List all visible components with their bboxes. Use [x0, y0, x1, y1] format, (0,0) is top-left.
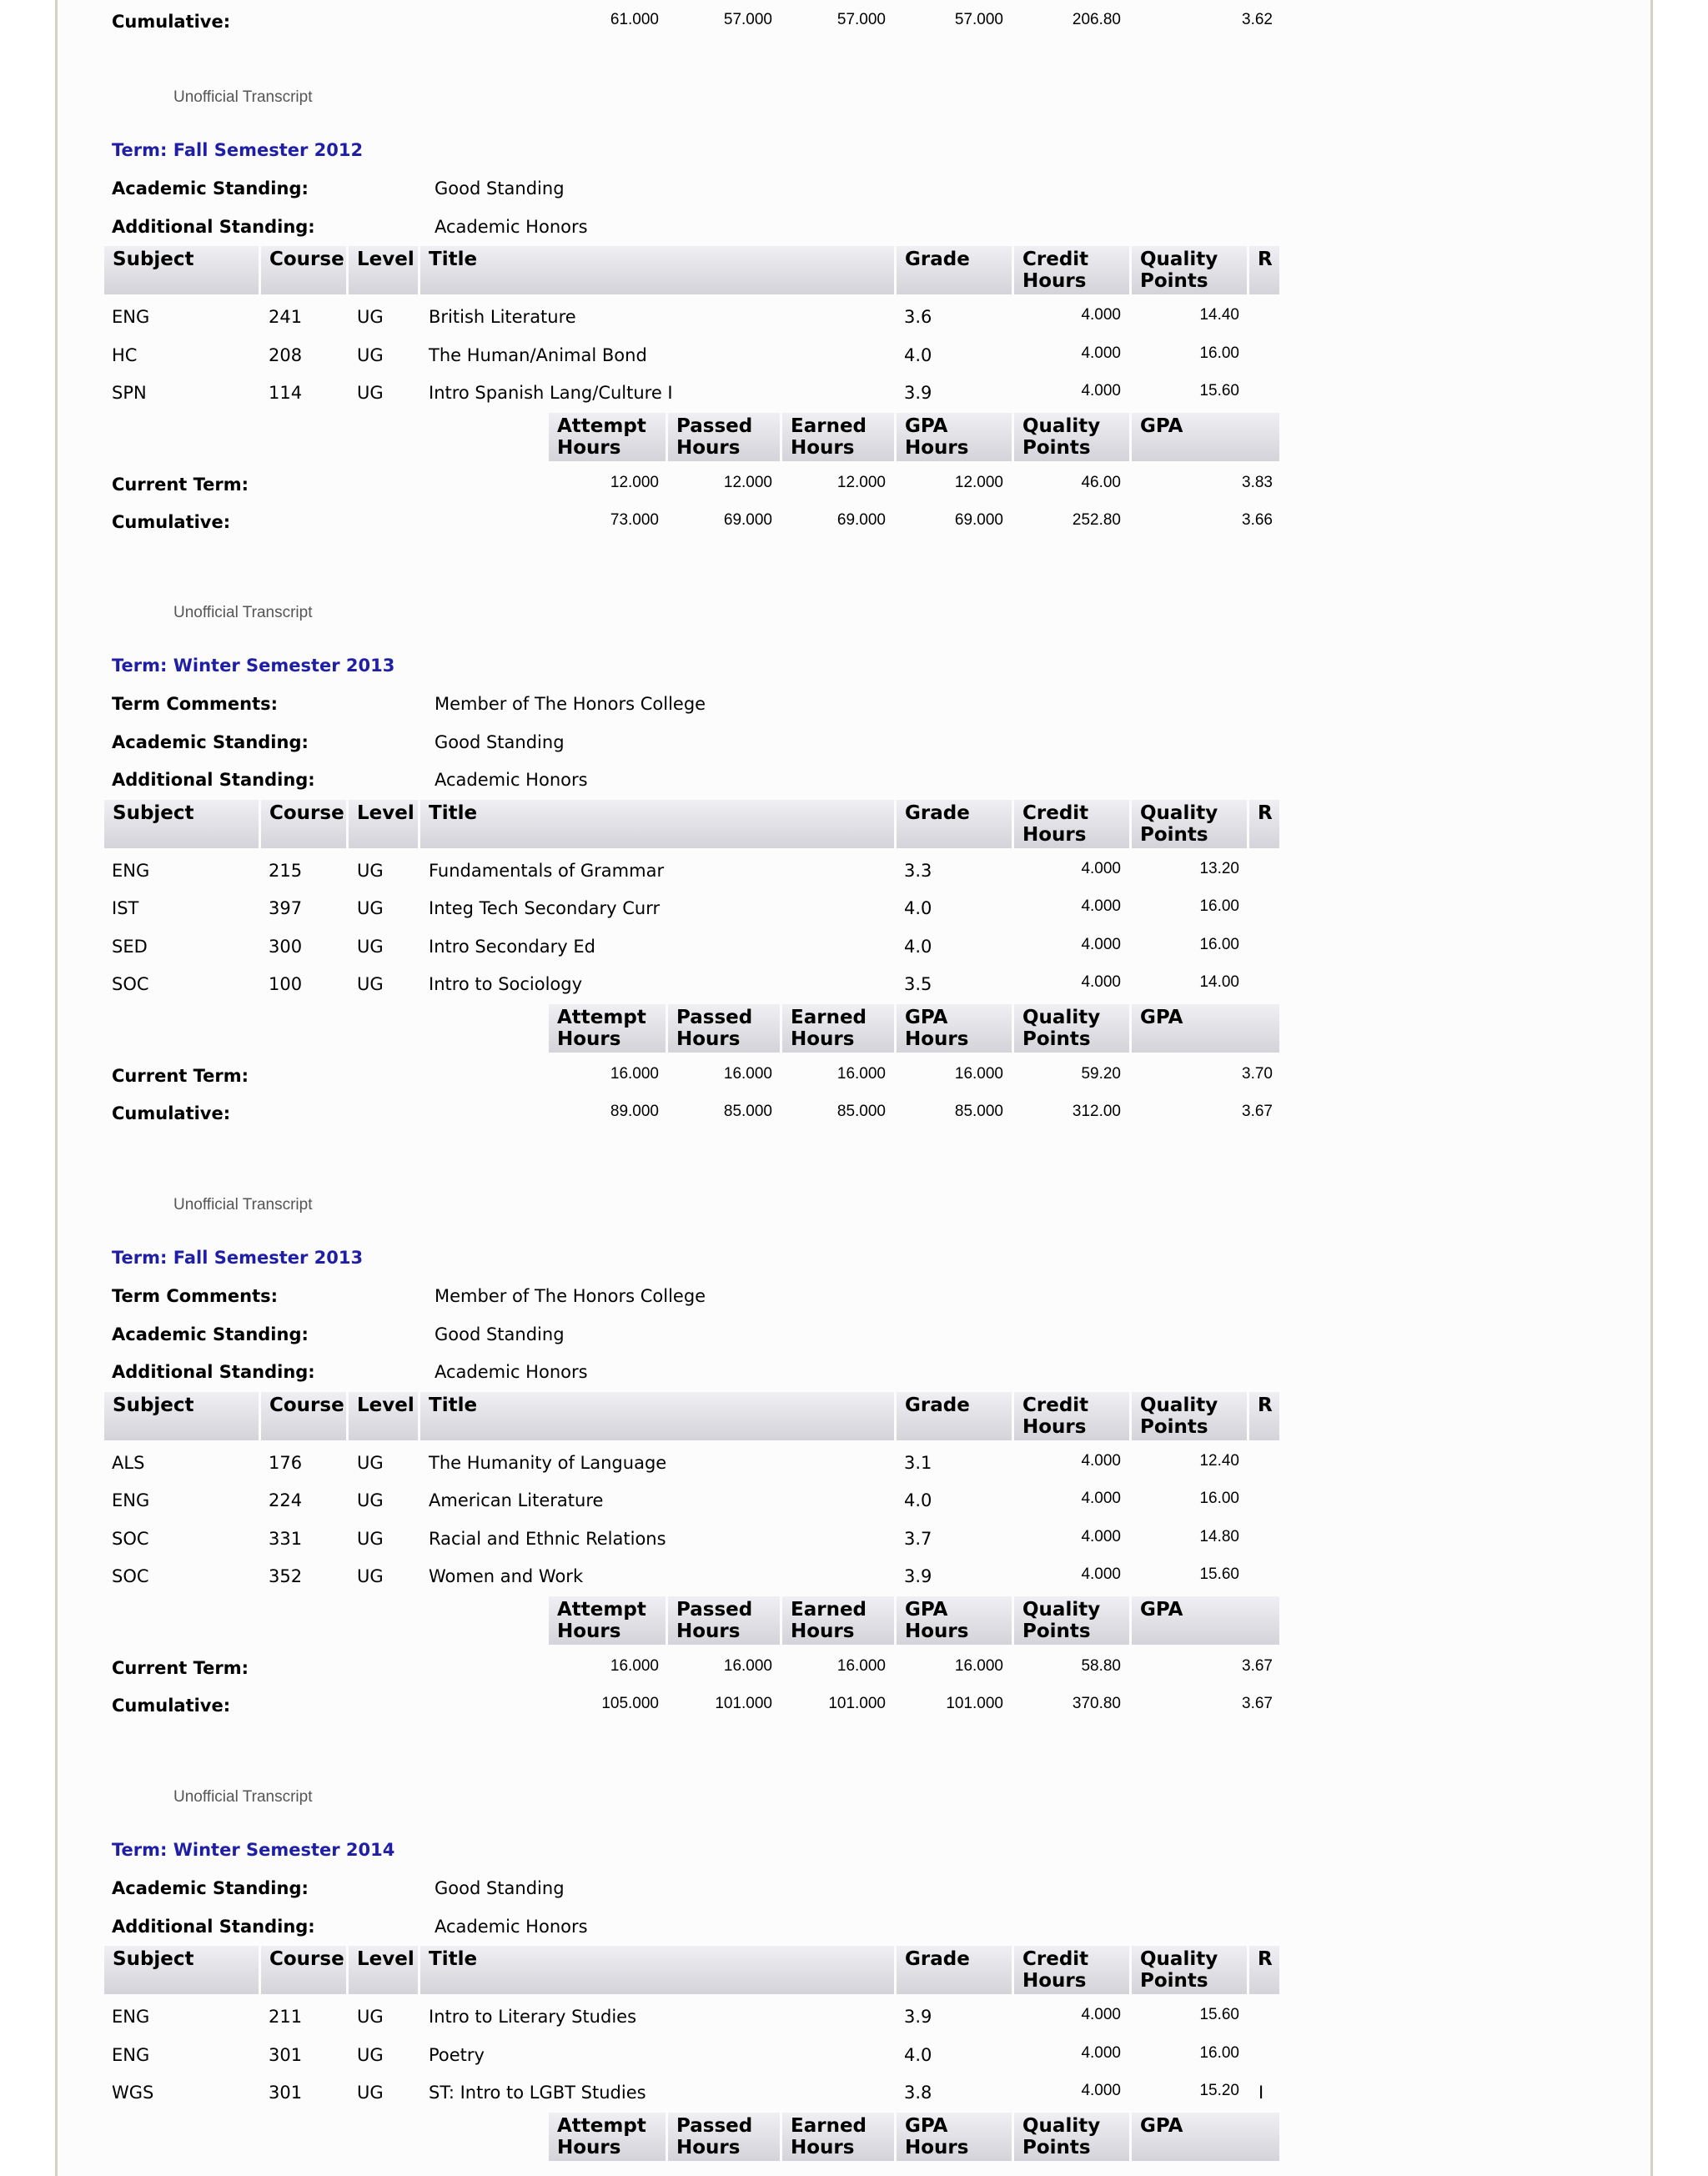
course-subject: ENG — [112, 1490, 150, 1510]
course-grade: 4.0 — [904, 1490, 932, 1510]
course-level: UG — [357, 307, 384, 327]
course-subject: ENG — [112, 2044, 150, 2065]
course-level: UG — [357, 2044, 384, 2065]
course-header-cell: R — [1249, 1392, 1279, 1440]
course-quality-points: 16.00 — [1199, 1490, 1239, 1507]
field-value: Academic Honors — [435, 216, 588, 237]
course-credit-hours: 4.000 — [1081, 859, 1121, 877]
term-title: Term: Winter Semester 2013 — [112, 656, 395, 676]
summary-header-cell: Passed Hours — [668, 2113, 780, 2161]
top-cumulative-value: 57.000 — [723, 11, 772, 28]
course-header-cell: Grade — [897, 246, 1012, 294]
course-grade: 4.0 — [904, 898, 932, 918]
course-credit-hours: 4.000 — [1081, 935, 1121, 953]
course-grade: 3.6 — [904, 307, 932, 327]
course-header-cell: Course — [261, 246, 346, 294]
course-level: UG — [357, 1452, 384, 1473]
course-course: 300 — [269, 936, 303, 957]
course-title: Intro to Sociology — [429, 974, 583, 994]
field-label: Academic Standing: — [112, 731, 309, 752]
current-term-value: 16.000 — [954, 1656, 1003, 1675]
summary-header-cell: Quality Points — [1014, 1596, 1129, 1645]
course-quality-points: 16.00 — [1199, 897, 1239, 915]
course-grade: 3.7 — [904, 1528, 932, 1549]
course-level: UG — [357, 344, 384, 365]
course-credit-hours: 4.000 — [1081, 306, 1121, 324]
field-label: Academic Standing: — [112, 178, 309, 199]
course-level: UG — [357, 936, 384, 957]
course-subject: WGS — [112, 2083, 154, 2103]
course-level: UG — [357, 1490, 384, 1510]
current-term-value: 59.20 — [1081, 1064, 1121, 1083]
course-level: UG — [357, 1566, 384, 1586]
course-header-cell: Title — [420, 246, 894, 294]
field-value: Good Standing — [435, 178, 565, 199]
unofficial-transcript-note: Unofficial Transcript — [173, 1196, 313, 1214]
summary-header-cell: GPA Hours — [897, 2113, 1012, 2161]
current-term-value: 12.000 — [610, 473, 659, 491]
cumulative-value: 3.67 — [1242, 1695, 1273, 1712]
course-grade: 3.3 — [904, 860, 932, 881]
course-header-cell: Course — [261, 1392, 346, 1440]
course-header-cell: Level — [349, 246, 418, 294]
course-header-cell: Credit Hours — [1014, 800, 1129, 848]
course-header-cell: Quality Points — [1132, 1946, 1247, 1994]
course-header-cell: Course — [261, 1946, 346, 1994]
course-credit-hours: 4.000 — [1081, 382, 1121, 400]
current-term-value: 58.80 — [1081, 1656, 1121, 1675]
summary-header-cell: GPA — [1132, 1596, 1279, 1645]
course-level: UG — [357, 860, 384, 881]
course-quality-points: 16.00 — [1199, 344, 1239, 362]
summary-header-cell: Passed Hours — [668, 413, 780, 461]
field-value: Member of The Honors College — [435, 694, 706, 714]
current-term-value: 3.70 — [1242, 1064, 1273, 1083]
course-header-cell: Grade — [897, 1392, 1012, 1440]
summary-header-cell: GPA — [1132, 1004, 1279, 1053]
course-header-cell: Title — [420, 800, 894, 848]
field-value: Academic Honors — [435, 1362, 588, 1382]
cumulative-value: 101.000 — [946, 1695, 1003, 1712]
field-label: Additional Standing: — [112, 770, 315, 790]
current-term-value: 16.000 — [836, 1064, 886, 1083]
course-title: Intro to Literary Studies — [429, 2007, 637, 2027]
course-quality-points: 14.40 — [1199, 306, 1239, 324]
course-credit-hours: 4.000 — [1081, 2082, 1121, 2099]
course-credit-hours: 4.000 — [1081, 1451, 1121, 1470]
current-term-value: 12.000 — [836, 473, 886, 491]
course-course: 176 — [269, 1452, 303, 1473]
course-grade: 3.5 — [904, 974, 932, 994]
course-grade: 4.0 — [904, 936, 932, 957]
course-header-cell: Level — [349, 1946, 418, 1994]
summary-header-cell: GPA — [1132, 413, 1279, 461]
field-value: Member of The Honors College — [435, 1286, 706, 1306]
course-course: 352 — [269, 1566, 303, 1586]
course-header-cell: Title — [420, 1946, 894, 1994]
course-header-cell: Credit Hours — [1014, 1392, 1129, 1440]
course-grade: 3.8 — [904, 2083, 932, 2103]
current-term-value: 16.000 — [610, 1064, 659, 1083]
summary-header-cell: Passed Hours — [668, 1004, 780, 1053]
course-credit-hours: 4.000 — [1081, 973, 1121, 991]
course-header-cell: Quality Points — [1132, 1392, 1247, 1440]
top-cumulative-value: 61.000 — [610, 11, 659, 28]
cumulative-value: 69.000 — [723, 511, 772, 529]
course-title: Intro Secondary Ed — [429, 936, 595, 957]
course-level: UG — [357, 974, 384, 994]
cumulative-value: 69.000 — [954, 511, 1003, 529]
course-header-cell: Title — [420, 1392, 894, 1440]
current-term-value: 16.000 — [610, 1656, 659, 1675]
current-term-value: 12.000 — [723, 473, 772, 491]
course-course: 100 — [269, 974, 303, 994]
current-term-value: 16.000 — [723, 1656, 772, 1675]
course-title: The Humanity of Language — [429, 1452, 667, 1473]
course-header-cell: Level — [349, 1392, 418, 1440]
course-quality-points: 15.60 — [1199, 1565, 1239, 1583]
course-course: 397 — [269, 898, 303, 918]
course-subject: SOC — [112, 1528, 149, 1549]
current-term-value: 46.00 — [1081, 473, 1121, 491]
summary-header-cell: Quality Points — [1014, 2113, 1129, 2161]
summary-header-cell: GPA Hours — [897, 1596, 1012, 1645]
cumulative-value: 105.000 — [601, 1695, 659, 1712]
cumulative-value: 69.000 — [836, 511, 886, 529]
current-term-value: 12.000 — [954, 473, 1003, 491]
current-term-value: 3.83 — [1242, 473, 1273, 491]
summary-header-cell: Attempt Hours — [549, 2113, 666, 2161]
summary-header-cell: Earned Hours — [782, 1596, 894, 1645]
field-label: Term Comments: — [112, 1286, 279, 1306]
course-subject: ENG — [112, 2007, 150, 2027]
course-header-cell: Quality Points — [1132, 246, 1247, 294]
unofficial-transcript-note: Unofficial Transcript — [173, 604, 313, 621]
cumulative-value: 370.80 — [1072, 1695, 1121, 1712]
cumulative-label: Cumulative: — [112, 1696, 231, 1716]
course-quality-points: 15.60 — [1199, 2006, 1239, 2023]
field-label: Additional Standing: — [112, 216, 315, 237]
course-credit-hours: 4.000 — [1081, 1527, 1121, 1545]
course-credit-hours: 4.000 — [1081, 344, 1121, 362]
summary-header-cell: Quality Points — [1014, 1004, 1129, 1053]
course-quality-points: 16.00 — [1199, 935, 1239, 953]
summary-header-cell: Quality Points — [1014, 413, 1129, 461]
course-level: UG — [357, 2083, 384, 2103]
course-grade: 4.0 — [904, 2044, 932, 2065]
cumulative-value: 85.000 — [723, 1103, 772, 1120]
course-repeat-flag: I — [1258, 2083, 1264, 2103]
course-quality-points: 14.00 — [1199, 973, 1239, 991]
course-header-cell: Grade — [897, 1946, 1012, 1994]
course-header-cell: R — [1249, 1946, 1279, 1994]
course-title: Integ Tech Secondary Curr — [429, 898, 661, 918]
course-header-cell: Subject — [104, 1392, 259, 1440]
current-term-value: 3.67 — [1242, 1656, 1273, 1675]
course-grade: 3.9 — [904, 1566, 932, 1586]
cumulative-value: 89.000 — [610, 1103, 659, 1120]
course-credit-hours: 4.000 — [1081, 2006, 1121, 2023]
cumulative-value: 101.000 — [828, 1695, 886, 1712]
course-header-cell: Subject — [104, 1946, 259, 1994]
current-term-label: Current Term: — [112, 474, 249, 495]
course-subject: ALS — [112, 1452, 145, 1473]
course-course: 224 — [269, 1490, 303, 1510]
summary-header-cell: Earned Hours — [782, 2113, 894, 2161]
course-course: 114 — [269, 383, 303, 403]
course-quality-points: 13.20 — [1199, 859, 1239, 877]
cumulative-value: 73.000 — [610, 511, 659, 529]
course-title: Poetry — [429, 2044, 485, 2065]
cumulative-value: 101.000 — [715, 1695, 772, 1712]
course-title: American Literature — [429, 1490, 604, 1510]
course-course: 241 — [269, 307, 303, 327]
course-subject: IST — [112, 898, 139, 918]
summary-header-cell: GPA — [1132, 2113, 1279, 2161]
cumulative-value: 3.67 — [1242, 1103, 1273, 1120]
cumulative-value: 85.000 — [954, 1103, 1003, 1120]
course-quality-points: 16.00 — [1199, 2043, 1239, 2062]
current-term-label: Current Term: — [112, 1065, 249, 1086]
current-term-label: Current Term: — [112, 1657, 249, 1678]
course-header-cell: Subject — [104, 800, 259, 848]
top-cumulative-label: Cumulative: — [112, 12, 231, 32]
course-subject: HC — [112, 344, 138, 365]
course-course: 331 — [269, 1528, 303, 1549]
field-label: Additional Standing: — [112, 1362, 315, 1382]
course-subject: ENG — [112, 860, 150, 881]
course-course: 215 — [269, 860, 303, 881]
summary-header-cell: Earned Hours — [782, 1004, 894, 1053]
cumulative-label: Cumulative: — [112, 1103, 231, 1123]
term-title: Term: Fall Semester 2013 — [112, 1248, 364, 1268]
summary-header-cell: Passed Hours — [668, 1596, 780, 1645]
current-term-value: 16.000 — [723, 1064, 772, 1083]
course-quality-points: 15.60 — [1199, 382, 1239, 400]
course-course: 211 — [269, 2007, 303, 2027]
course-level: UG — [357, 383, 384, 403]
unofficial-transcript-note: Unofficial Transcript — [173, 1788, 313, 1806]
course-title: The Human/Animal Bond — [429, 344, 647, 365]
field-value: Academic Honors — [435, 1916, 588, 1937]
cumulative-label: Cumulative: — [112, 512, 231, 532]
current-term-value: 16.000 — [836, 1656, 886, 1675]
course-credit-hours: 4.000 — [1081, 1565, 1121, 1583]
course-header-cell: Credit Hours — [1014, 1946, 1129, 1994]
field-label: Academic Standing: — [112, 1324, 309, 1344]
course-title: ST: Intro to LGBT Studies — [429, 2083, 646, 2103]
field-value: Academic Honors — [435, 770, 588, 790]
course-credit-hours: 4.000 — [1081, 897, 1121, 915]
course-grade: 4.0 — [904, 344, 932, 365]
course-title: Racial and Ethnic Relations — [429, 1528, 666, 1549]
top-cumulative-value: 57.000 — [836, 11, 886, 28]
cumulative-value: 85.000 — [836, 1103, 886, 1120]
summary-header-cell: Attempt Hours — [549, 1596, 666, 1645]
cumulative-value: 252.80 — [1072, 511, 1121, 529]
course-quality-points: 12.40 — [1199, 1451, 1239, 1470]
top-cumulative-value: 206.80 — [1072, 11, 1121, 28]
course-level: UG — [357, 2007, 384, 2027]
course-course: 208 — [269, 344, 303, 365]
course-header-cell: Quality Points — [1132, 800, 1247, 848]
course-title: British Literature — [429, 307, 576, 327]
course-header-cell: R — [1249, 246, 1279, 294]
field-value: Good Standing — [435, 1324, 565, 1344]
current-term-value: 16.000 — [954, 1064, 1003, 1083]
course-subject: ENG — [112, 307, 150, 327]
course-subject: SPN — [112, 383, 147, 403]
course-quality-points: 14.80 — [1199, 1527, 1239, 1545]
summary-header-cell: Earned Hours — [782, 413, 894, 461]
course-header-cell: Course — [261, 800, 346, 848]
course-level: UG — [357, 1528, 384, 1549]
course-header-cell: Credit Hours — [1014, 246, 1129, 294]
course-grade: 3.9 — [904, 383, 932, 403]
summary-header-cell: GPA Hours — [897, 1004, 1012, 1053]
course-subject: SOC — [112, 974, 149, 994]
summary-header-cell: GPA Hours — [897, 413, 1012, 461]
course-header-cell: R — [1249, 800, 1279, 848]
unofficial-transcript-note: Unofficial Transcript — [173, 88, 313, 106]
summary-header-cell: Attempt Hours — [549, 1004, 666, 1053]
course-credit-hours: 4.000 — [1081, 2043, 1121, 2062]
course-title: Fundamentals of Grammar — [429, 860, 665, 881]
course-title: Women and Work — [429, 1566, 584, 1586]
cumulative-value: 3.66 — [1242, 511, 1273, 529]
field-value: Good Standing — [435, 1878, 565, 1898]
course-header-cell: Grade — [897, 800, 1012, 848]
course-level: UG — [357, 898, 384, 918]
course-credit-hours: 4.000 — [1081, 1490, 1121, 1507]
course-header-cell: Subject — [104, 246, 259, 294]
course-course: 301 — [269, 2044, 303, 2065]
course-title: Intro Spanish Lang/Culture I — [429, 383, 673, 403]
field-label: Additional Standing: — [112, 1916, 315, 1937]
term-title: Term: Winter Semester 2014 — [112, 1840, 395, 1860]
top-cumulative-value: 57.000 — [954, 11, 1003, 28]
term-title: Term: Fall Semester 2012 — [112, 140, 364, 160]
cumulative-value: 312.00 — [1072, 1103, 1121, 1120]
course-grade: 3.1 — [904, 1452, 932, 1473]
course-subject: SED — [112, 936, 148, 957]
top-cumulative-value: 3.62 — [1242, 11, 1273, 28]
course-subject: SOC — [112, 1566, 149, 1586]
field-label: Academic Standing: — [112, 1878, 309, 1898]
course-quality-points: 15.20 — [1199, 2082, 1239, 2099]
course-grade: 3.9 — [904, 2007, 932, 2027]
summary-header-cell: Attempt Hours — [549, 413, 666, 461]
field-label: Term Comments: — [112, 694, 279, 714]
field-value: Good Standing — [435, 731, 565, 752]
course-course: 301 — [269, 2083, 303, 2103]
course-header-cell: Level — [349, 800, 418, 848]
